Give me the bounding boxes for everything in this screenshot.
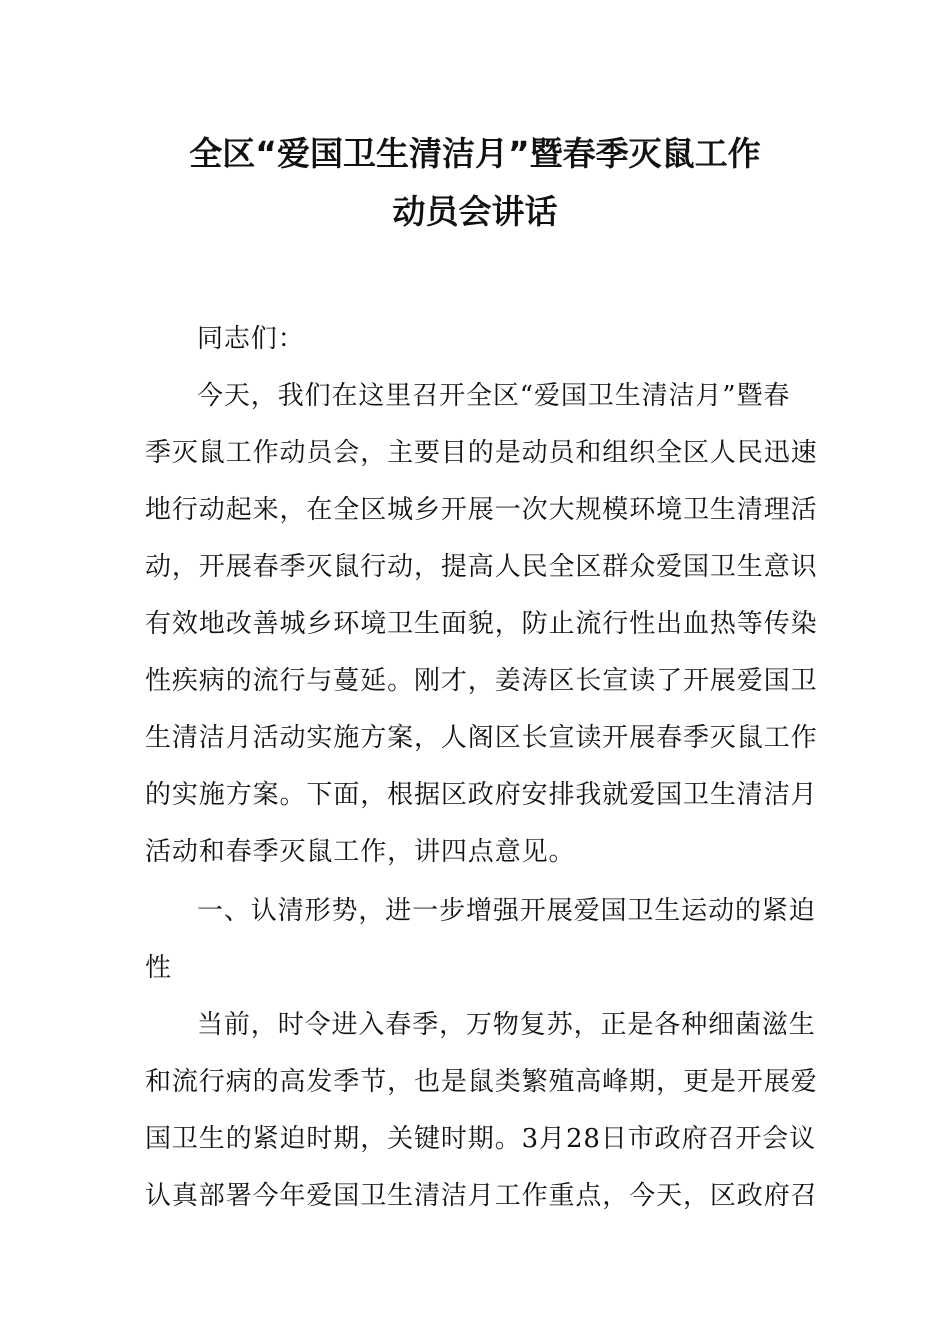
section-heading-1-line-2: 性 xyxy=(145,953,172,983)
paragraph-1-line-7: 生清洁月活动实施方案，人阁区长宣读开展春季灭鼠工作 xyxy=(145,723,818,753)
paragraph-1-line-1: 今天，我们在这里召开全区“爱国卫生清洁月”暨春 xyxy=(197,381,791,411)
paragraph-2-line-4: 认真部署今年爱国卫生清洁月工作重点，今天，区政府召 xyxy=(145,1181,818,1211)
paragraph-2-line-1: 当前，时令进入春季，万物复苏，正是各种细菌滋生 xyxy=(197,1010,816,1040)
paragraph-2-line-3: 国卫生的紧迫时期，关键时期。3月28日市政府召开会议 xyxy=(145,1124,817,1154)
document-title-line-1: 全区“爱国卫生清洁月”暨春季灭鼠工作 xyxy=(189,134,761,173)
paragraph-1-line-2: 季灭鼠工作动员会，主要目的是动员和组织全区人民迅速 xyxy=(145,438,818,468)
salutation: 同志们： xyxy=(197,324,305,354)
paragraph-1-line-8: 的实施方案。下面，根据区政府安排我就爱国卫生清洁月 xyxy=(145,780,818,810)
paragraph-1-line-4: 动，开展春季灭鼠行动，提高人民全区群众爱国卫生意识 xyxy=(145,552,818,582)
paragraph-1-line-3: 地行动起来，在全区城乡开展一次大规模环境卫生清理活 xyxy=(145,495,818,525)
paragraph-1-line-6: 性疾病的流行与蔓延。刚才，姜涛区长宣读了开展爱国卫 xyxy=(145,666,818,696)
paragraph-1-line-5: 有效地改善城乡环境卫生面貌，防止流行性出血热等传染 xyxy=(145,609,818,639)
document-title-line-2: 动员会讲话 xyxy=(392,192,558,231)
paragraph-2-line-2: 和流行病的高发季节，也是鼠类繁殖高峰期，更是开展爱 xyxy=(145,1067,818,1097)
paragraph-1-line-9: 活动和春季灭鼠工作，讲四点意见。 xyxy=(145,837,576,867)
section-heading-1-line-1: 一、认清形势，进一步增强开展爱国卫生运动的紧迫 xyxy=(197,896,816,926)
